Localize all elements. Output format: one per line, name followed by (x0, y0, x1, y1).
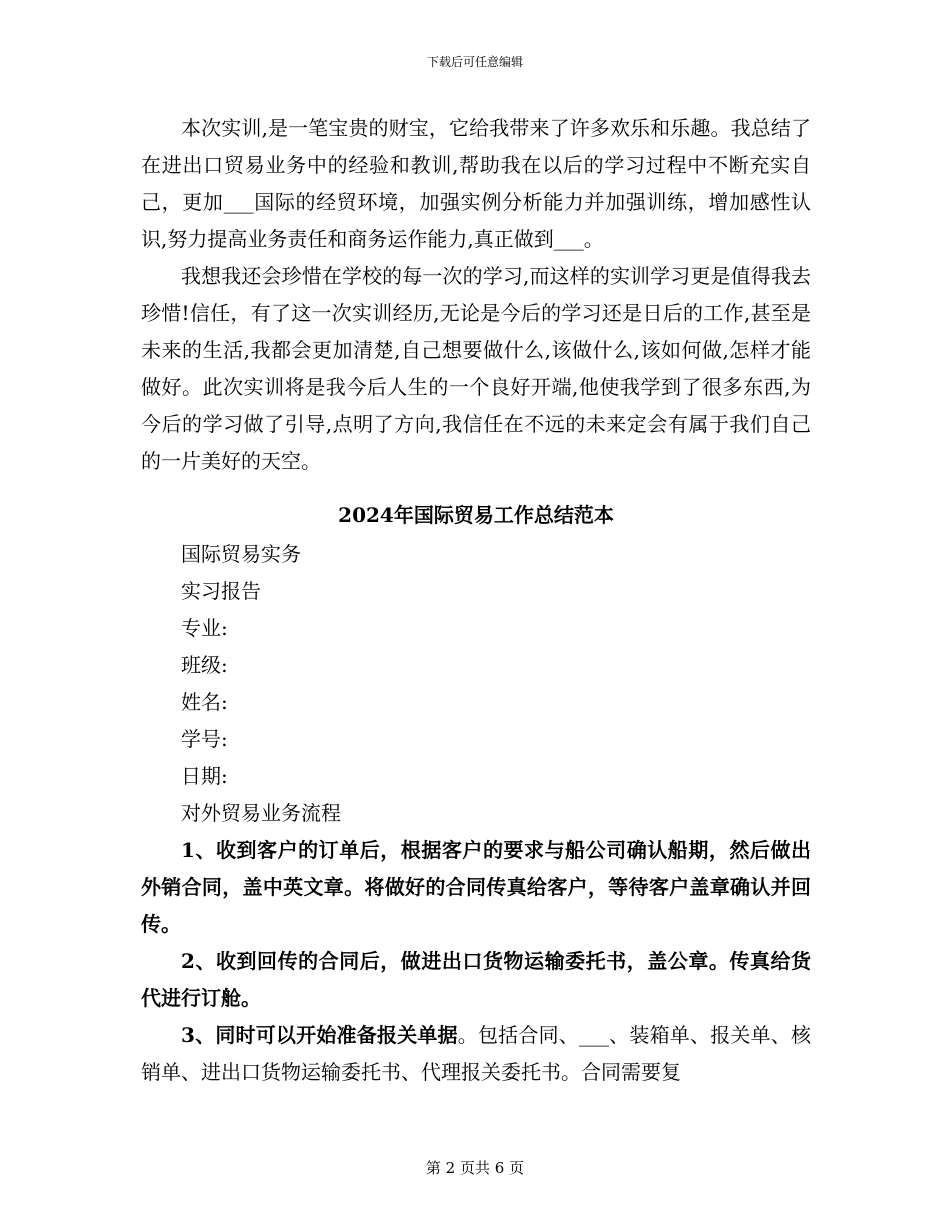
line-student-id: 学号: (181, 727, 228, 751)
line-date: 日期: (181, 764, 228, 788)
step-3-text: 。包括合同、___、装箱单、报关单、核销单、进出口货物运输委托书、代理报关委托书。合同需要复 (141, 1023, 812, 1084)
line-major: 专业: (181, 616, 228, 640)
line-process-heading: 对外贸易业务流程 (181, 801, 341, 825)
step-3 (141, 1017, 811, 1091)
line-report: 实习报告 (181, 579, 261, 603)
line-name: 姓名: (181, 690, 228, 714)
step-3-lead: 3、同时可以开始准备报关单据 (181, 1023, 458, 1047)
step-1: 1、收到客户的订单后，根据客户的要求与船公司确认船期，然后做出外销合同，盖中英文章。将做好的合同传真给客户，等待客户盖章确认并回传。 (141, 838, 811, 936)
page-header: 下载后可任意编辑 (426, 55, 523, 69)
document-body (141, 110, 811, 1091)
line-class: 班级: (181, 653, 228, 677)
page-footer: 第 2 页共 6 页 (425, 1159, 525, 1177)
line-course: 国际贸易实务 (181, 542, 301, 566)
paragraph-summary: 本次实训,是一笔宝贵的财宝，它给我带来了许多欢乐和乐趣。我总结了在进出口贸易业务中的经验和教训,帮助我在以后的学习过程中不断充实自己，更加___国际的经贸环境，加强实例分析能力并加强训练，增加感性认识,努力提高业务责任和商务运作能力,真正做到___。 (141, 116, 811, 251)
step-2: 2、收到回传的合同后，做进出口货物运输委托书，盖公章。传真给货代进行订舱。 (141, 949, 811, 1010)
document-title: 2024年国际贸易工作总结范本 (338, 503, 614, 527)
paragraph-reflection: 我想我还会珍惜在学校的每一次的学习,而这样的实训学习更是值得我去珍惜!信任，有了这一次实训经历,无论是今后的学习还是日后的工作,甚至是未来的生活,我都会更加清楚,自己想要做什么,该做什么,该如何做,怎样才能做好。此次实训将是我今后人生的一个良好开端,他使我学到了很多东西,为今后的学习做了引导,点明了方向,我信任在不远的未来定会有属于我们自己的一片美好的天空。 (141, 264, 811, 473)
